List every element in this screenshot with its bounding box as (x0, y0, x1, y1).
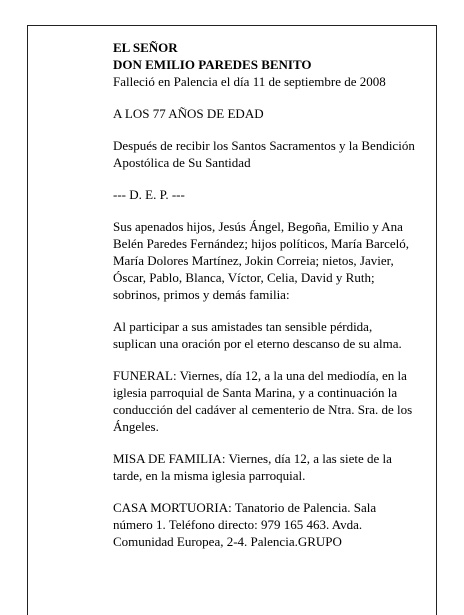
obituary-notice (113, 39, 418, 565)
age-line: A LOS 77 AÑOS DE EDAD (113, 106, 264, 121)
title-line-1: EL SEÑOR (113, 40, 178, 55)
deceased-name: DON EMILIO PAREDES BENITO (113, 57, 312, 72)
family-mass-paragraph: MISA DE FAMILIA: Viernes, día 12, a las siete de la tarde, en la misma iglesia parroquial. (113, 451, 392, 483)
family-paragraph: Sus apenados hijos, Jesús Ángel, Begoña, Emilio y Ana Belén Paredes Fernández; hijos políticos, María Barceló, María Dolores Martínez, Jokin Correia; nietos, Javier, Óscar, Pablo, Blanca, Víctor, Celia, David y Ruth; sobrinos, primos y demás familia: (113, 219, 410, 302)
request-paragraph: Al participar a sus amistades tan sensible pérdida, suplican una oración por el eterno descanso de su alma. (113, 319, 402, 351)
rip-line: --- D. E. P. --- (113, 187, 185, 202)
funeral-home-paragraph: CASA MORTUORIA: Tanatorio de Palencia. Sala número 1. Teléfono directo: 979 165 463. Avda. Comunidad Europea, 2-4. Palencia.GRUPO (113, 500, 377, 549)
death-date-line: Falleció en Palencia el día 11 de septiembre de 2008 (113, 74, 386, 89)
notice-header (113, 39, 418, 90)
sacraments-paragraph: Después de recibir los Santos Sacramentos y la Bendición Apostólica de Su Santidad (113, 138, 415, 170)
funeral-paragraph: FUNERAL: Viernes, día 12, a la una del mediodía, en la iglesia parroquial de Santa Marina, y a continuación la conducción del cadáver al cementerio de Ntra. Sra. de los Ángeles. (113, 368, 413, 434)
